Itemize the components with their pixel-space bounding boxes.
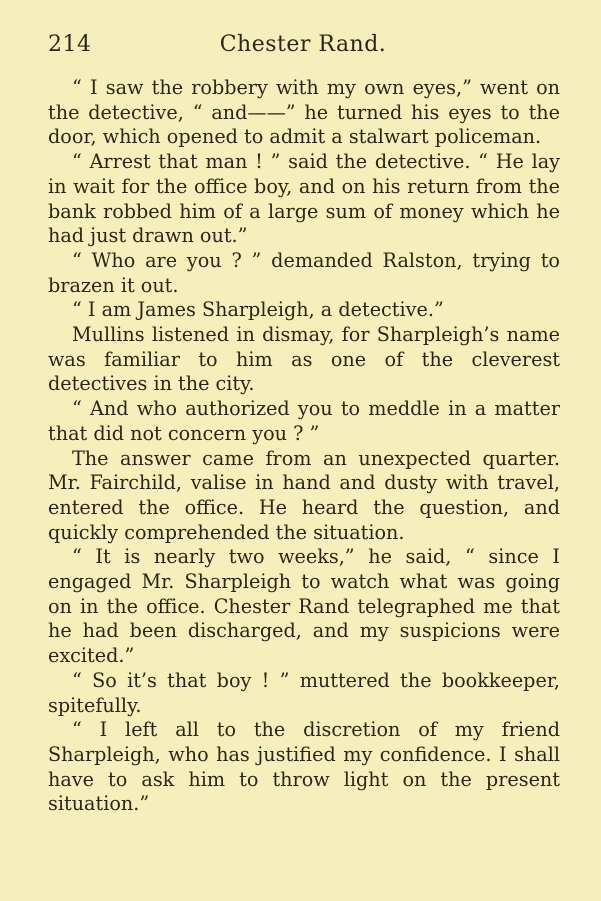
paragraph: “ I left all to the discretion of my friend Sharpleigh, who has justified my confidence. I shall have to ask him to throw light on the present situation.” xyxy=(48,718,560,816)
paragraph: Mullins listened in dismay, for Sharpleigh’s name was familiar to him as one of the cleverest detectives in the city. xyxy=(48,323,560,396)
body-text xyxy=(48,76,560,817)
paragraph: “ Arrest that man ! ” said the detective. “ He lay in wait for the office boy, and on his return from the bank robbed him of a large sum of money which he had just drawn out.” xyxy=(48,150,560,248)
paragraph: “ It is nearly two weeks,” he said, “ since I engaged Mr. Sharpleigh to watch what was going on in the office. Chester Rand telegraphed me that he had been discharged, and my suspicions were excited.” xyxy=(48,545,560,668)
page-number: 214 xyxy=(48,32,92,57)
paragraph: “ I saw the robbery with my own eyes,” went on the detective, “ and——” he turned his eyes to the door, which opened to admit a stalwart policeman. xyxy=(48,76,560,149)
paragraph: “ And who authorized you to meddle in a matter that did not concern you ? ” xyxy=(48,397,560,445)
paragraph: “ I am James Sharpleigh, a detective.” xyxy=(72,298,444,322)
paragraph: “ So it’s that boy ! ” muttered the bookkeeper, spitefully. xyxy=(48,668,560,717)
running-head: Chester Rand. xyxy=(219,32,387,57)
paragraph: The answer came from an unexpected quarter. Mr. Fairchild, valise in hand and dusty with travel, entered the office. He heard the question, and quickly comprehended the situation. xyxy=(48,446,560,544)
page-header xyxy=(48,32,558,64)
paragraph: “ Who are you ? ” demanded Ralston, trying to brazen it out. xyxy=(48,248,560,297)
